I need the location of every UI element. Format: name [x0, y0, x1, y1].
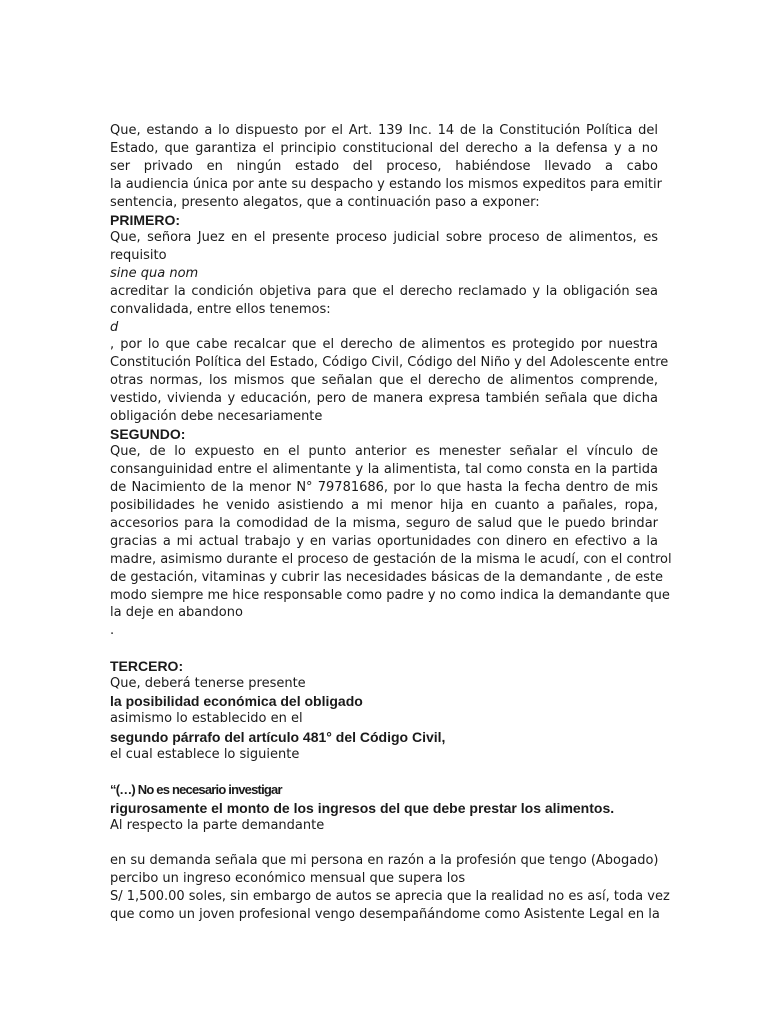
paragraph-line: consanguinidad entre el alimentante y la alimentista, tal como consta en la partida — [110, 462, 658, 477]
paragraph-line: Que, señora Juez en el presente proceso judicial sobre proceso de alimentos, es — [110, 230, 658, 245]
paragraph-line: sentencia, presento alegatos, que a continuación paso a exponer: — [110, 195, 540, 210]
paragraph-line: modo siempre me hice responsable como padre y no como indica la demandante que — [110, 588, 670, 603]
paragraph-line: S/ 1,500.00 soles, sin embargo de autos se aprecia que la realidad no es así, toda vez — [110, 889, 670, 904]
paragraph-line: convalidada, entre ellos tenemos: — [110, 302, 331, 317]
paragraph-line: madre, asimismo durante el proceso de gestación de la misma le acudí, con el control — [110, 552, 672, 567]
paragraph-line: en su demanda señala que mi persona en razón a la profesión que tengo (Abogado) — [110, 853, 659, 868]
paragraph-line: el cual establece lo siguiente — [110, 747, 300, 762]
paragraph-line: Que, estando a lo dispuesto por el Art. 139 Inc. 14 de la Constitución Política del — [110, 123, 658, 138]
paragraph-line: percibo un ingreso económico mensual que supera los — [110, 871, 466, 886]
paragraph-line: de gestación, vitaminas y cubrir las necesidades básicas de la demandante , de este — [110, 570, 663, 585]
paragraph-line: la deje en abandono — [110, 605, 243, 620]
paragraph-line: accesorios para la comodidad de la misma, seguro de salud que le puedo brindar — [110, 516, 658, 531]
section-heading-segundo: SEGUNDO: — [110, 426, 186, 442]
emphasis-line: segundo párrafo del artículo 481° del Código Civil, — [110, 729, 446, 745]
paragraph-line: de Nacimiento de la menor N° 79781686, por lo que hasta la fecha dentro de mis — [110, 480, 658, 495]
paragraph-line: que como un joven profesional vengo desempañándome como Asistente Legal en la — [110, 907, 660, 922]
paragraph-line: gracias a mi actual trabajo y en varias oportunidades con dinero en efectivo a la — [110, 534, 658, 549]
paragraph-line: . — [110, 623, 115, 638]
section-heading-tercero: TERCERO: — [110, 658, 184, 674]
paragraph-line: posibilidades he venido asistiendo a mi menor hija en cuanto a pañales, ropa, — [110, 498, 658, 513]
paragraph-line: otras normas, los mismos que señalan que el derecho de alimentos comprende, — [110, 373, 658, 388]
paragraph-line: vestido, vivienda y educación, pero de manera expresa también señala que dicha — [110, 391, 658, 406]
quote-line: rigurosamente el monto de los ingresos del que debe prestar los alimentos. — [110, 800, 615, 816]
paragraph-line: , por lo que cabe recalcar que el derecho de alimentos es protegido por nuestra — [110, 337, 658, 352]
paragraph-line: Que, de lo expuesto en el punto anterior es menester señalar el vínculo de — [110, 444, 658, 459]
paragraph-line: asimismo lo establecido en el — [110, 711, 303, 726]
paragraph-line: Constitución Política del Estado, Código Civil, Código del Niño y del Adolescente entre — [110, 355, 669, 370]
paragraph-line: Estado, que garantiza el principio constitucional del derecho a la defensa y a no — [110, 141, 658, 156]
paragraph-line: ser privado en ningún estado del proceso, habiéndose llevado a cabo — [110, 159, 658, 174]
latin-phrase: sine qua nom — [110, 266, 199, 281]
paragraph-line: requisito — [110, 248, 167, 263]
paragraph-line: Al respecto la parte demandante — [110, 818, 325, 833]
section-heading-primero: PRIMERO: — [110, 212, 180, 228]
paragraph-line: obligación debe necesariamente — [110, 409, 323, 424]
paragraph-line: acreditar la condición objetiva para que el derecho reclamado y la obligación sea — [110, 284, 658, 299]
paragraph-line: la audiencia única por ante su despacho y estando los mismos expeditos para emitir — [110, 177, 662, 192]
emphasis-line: la posibilidad económica del obligado — [110, 693, 363, 709]
quote-line: “(…) No es necesario investigar — [110, 782, 282, 797]
paragraph-line: d — [110, 320, 119, 335]
paragraph-line: Que, deberá tenerse presente — [110, 676, 306, 691]
